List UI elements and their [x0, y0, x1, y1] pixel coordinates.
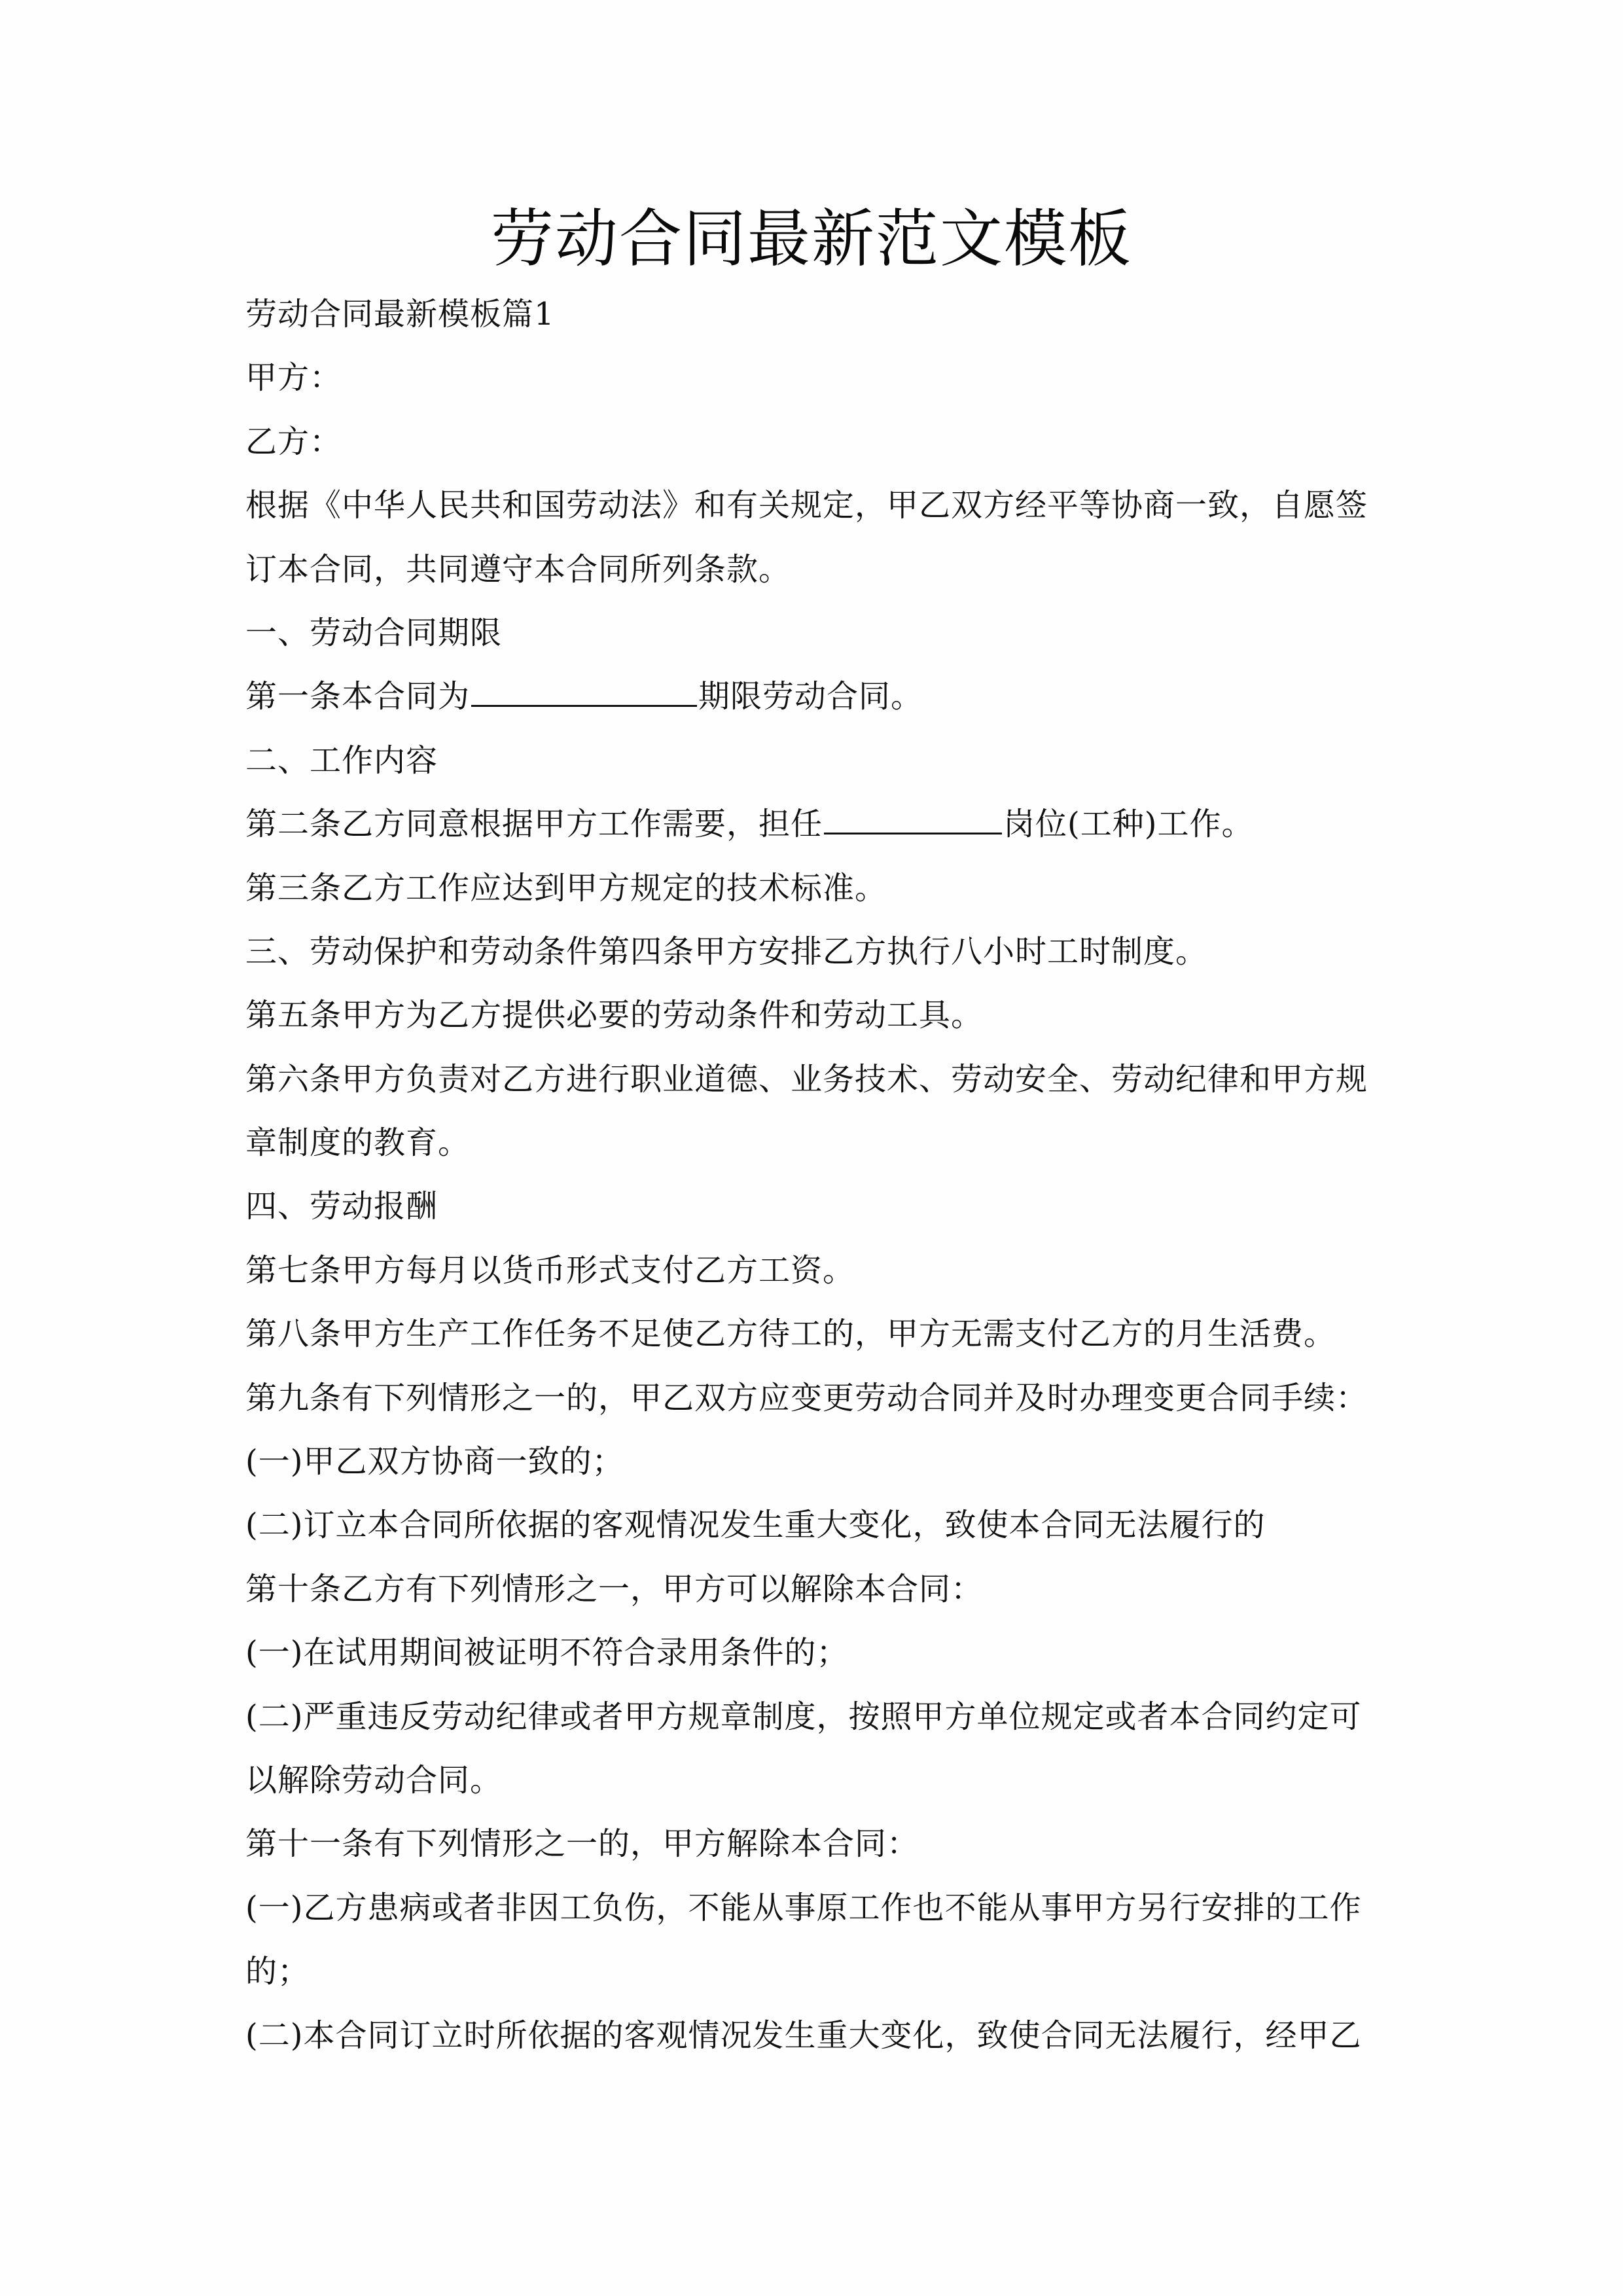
article-10-item: (二)严重违反劳动纪律或者甲方规章制度，按照甲方单位规定或者本合同约定可	[245, 1698, 1362, 1735]
article-11-item: (二)本合同订立时所依据的客观情况发生重大变化，致使合同无法履行，经甲乙	[245, 2017, 1362, 2054]
article-2-suffix: 岗位(工种)工作。	[1003, 806, 1254, 843]
article-9-item: (二)订立本合同所依据的客观情况发生重大变化，致使本合同无法履行的	[245, 1507, 1266, 1544]
section-heading-pay: 四、劳动报酬	[245, 1188, 438, 1225]
contract-term-blank	[471, 676, 697, 707]
article-8: 第八条甲方生产工作任务不足使乙方待工的，甲方无需支付乙方的月生活费。	[245, 1316, 1336, 1353]
article-11-item: 的；	[245, 1953, 310, 1990]
article-9: 第九条有下列情形之一的，甲乙双方应变更劳动合同并及时办理变更合同手续：	[245, 1379, 1368, 1416]
article-1-suffix: 期限劳动合同。	[698, 678, 923, 715]
intro-paragraph-line: 订本合同，共同遵守本合同所列条款。	[245, 550, 791, 588]
article-1-prefix: 第一条本合同为	[245, 678, 471, 715]
party-b-label: 乙方：	[245, 423, 342, 460]
section-heading-term: 一、劳动合同期限	[245, 614, 503, 651]
document-body	[245, 283, 1384, 2068]
article-10-item: (一)在试用期间被证明不符合录用条件的；	[245, 1634, 849, 1672]
article-3: 第三条乙方工作应达到甲方规定的技术标准。	[245, 869, 887, 906]
party-a-label: 甲方：	[245, 359, 342, 397]
position-blank	[824, 804, 1002, 834]
article-6-line: 第六条甲方负责对乙方进行职业道德、业务技术、劳动安全、劳动纪律和甲方规	[245, 1060, 1368, 1098]
article-1	[245, 665, 1384, 728]
intro-paragraph-line: 根据《中华人民共和国劳动法》和有关规定，甲乙双方经平等协商一致，自愿签	[245, 487, 1368, 524]
section-heading-protection: 三、劳动保护和劳动条件第四条甲方安排乙方执行八小时工时制度。	[245, 933, 1208, 970]
article-9-item: (一)甲乙双方协商一致的；	[245, 1443, 624, 1480]
article-2	[245, 793, 1384, 856]
article-2-prefix: 第二条乙方同意根据甲方工作需要，担任	[245, 806, 823, 843]
article-5: 第五条甲方为乙方提供必要的劳动条件和劳动工具。	[245, 997, 984, 1034]
article-6-line: 章制度的教育。	[245, 1124, 471, 1162]
article-10-item: 以解除劳动合同。	[245, 1761, 503, 1799]
article-10: 第十条乙方有下列情形之一，甲方可以解除本合同：	[245, 1570, 984, 1607]
article-7: 第七条甲方每月以货币形式支付乙方工资。	[245, 1251, 855, 1289]
subtitle: 劳动合同最新模板篇1	[245, 296, 555, 332]
article-11: 第十一条有下列情形之一的，甲方解除本合同：	[245, 1825, 919, 1863]
document-title: 劳动合同最新范文模板	[491, 202, 1132, 276]
section-heading-work: 二、工作内容	[245, 742, 438, 779]
article-11-item: (一)乙方患病或者非因工负伤，不能从事原工作也不能从事甲方另行安排的工作	[245, 1889, 1362, 1926]
